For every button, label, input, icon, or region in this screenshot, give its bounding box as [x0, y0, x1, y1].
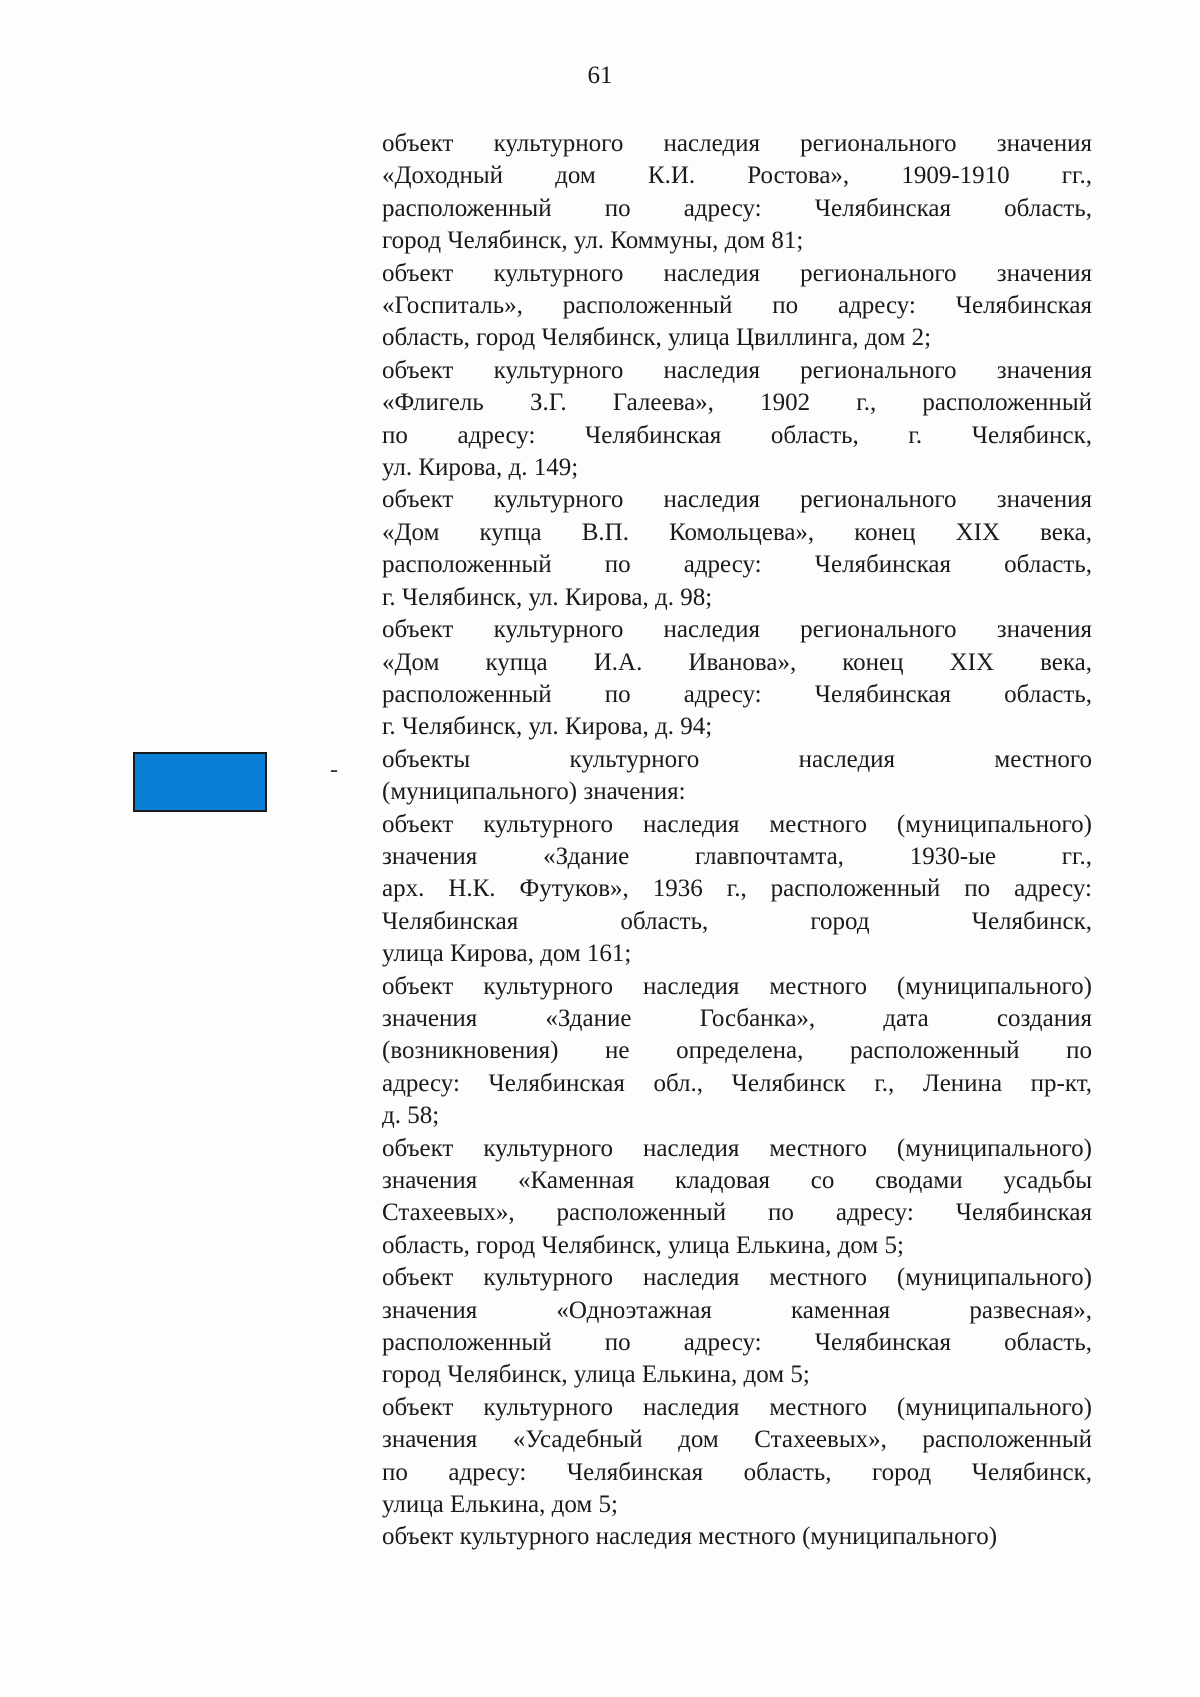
text-line: город Челябинск, ул. Коммуны, дом 81;	[382, 227, 804, 255]
text-line: объекты культурного наследия местного	[382, 745, 1092, 773]
heritage-object-entry	[382, 1521, 1092, 1553]
text-line: улица Елькина, дом 5;	[382, 1491, 618, 1519]
text-line: «Дом купца И.А. Иванова», конец XIX века,	[382, 648, 1092, 676]
text-line: объект культурного наследия регионального значения	[382, 356, 1092, 384]
text-line: г. Челябинск, ул. Кирова, д. 94;	[382, 713, 713, 741]
heritage-object-entry	[382, 128, 1092, 258]
text-line: область, город Челябинск, улица Елькина, дом 5;	[382, 1231, 904, 1259]
heritage-object-entry	[382, 258, 1092, 355]
heritage-object-entry	[382, 1392, 1092, 1522]
text-line: «Госпиталь», расположенный по адресу: Челябинская	[382, 292, 1092, 320]
bullet-dash: -	[330, 757, 338, 783]
text-line: значения «Здание главпочтамта, 1930-ые гг.,	[382, 842, 1092, 870]
text-line: объект культурного наследия местного (муниципального)	[382, 1523, 998, 1551]
blue-redaction-marker	[133, 752, 267, 812]
heritage-object-entry	[382, 614, 1092, 744]
text-line: объект культурного наследия регионального значения	[382, 486, 1092, 514]
text-line: объект культурного наследия местного (муниципального)	[382, 1264, 1092, 1292]
text-line: значения «Усадебный дом Стахеевых», расположенный	[382, 1426, 1092, 1454]
text-line: область, город Челябинск, улица Цвиллинга, дом 2;	[382, 324, 932, 352]
text-line: объект культурного наследия регионального значения	[382, 616, 1092, 644]
text-line: объект культурного наследия регионального значения	[382, 259, 1092, 287]
text-line: значения «Каменная кладовая со сводами усадьбы	[382, 1167, 1092, 1194]
text-line: «Доходный дом К.И. Ростова», 1909-1910 гг.,	[382, 162, 1092, 190]
text-line: объект культурного наследия регионального значения	[382, 130, 1092, 157]
text-line: г. Челябинск, ул. Кирова, д. 98;	[382, 583, 713, 611]
text-line: (муниципального) значения:	[382, 778, 686, 806]
heritage-object-entry	[382, 809, 1092, 971]
text-line: объект культурного наследия местного (муниципального)	[382, 810, 1092, 838]
heritage-object-entry	[382, 484, 1092, 614]
text-line: Челябинская область, город Челябинск,	[382, 907, 1092, 935]
text-line: ул. Кирова, д. 149;	[382, 454, 579, 482]
text-line: (возникновения) не определена, расположенный по	[382, 1037, 1092, 1065]
text-line: д. 58;	[382, 1102, 440, 1130]
text-line: объект культурного наследия местного (муниципального)	[382, 972, 1092, 1000]
heritage-object-entry	[382, 355, 1092, 485]
text-line: адресу: Челябинская обл., Челябинск г., Ленина пр-кт,	[382, 1069, 1092, 1097]
text-line: расположенный по адресу: Челябинская область,	[382, 551, 1092, 579]
page-number: 61	[587, 62, 613, 89]
text-line: расположенный по адресу: Челябинская область,	[382, 680, 1092, 708]
text-line: объект культурного наследия местного (муниципального)	[382, 1393, 1092, 1421]
text-line: арх. Н.К. Футуков», 1936 г., расположенный по адресу:	[382, 875, 1092, 903]
document-body	[382, 128, 1092, 1554]
heritage-object-entry	[382, 1262, 1092, 1392]
text-line: значения «Одноэтажная каменная развесная»,	[382, 1296, 1092, 1324]
text-line: Стахеевых», расположенный по адресу: Челябинская	[382, 1199, 1092, 1227]
text-line: «Дом купца В.П. Комольцева», конец XIX века,	[382, 518, 1092, 546]
heritage-object-entry	[382, 744, 1092, 809]
heritage-object-entry	[382, 971, 1092, 1133]
heritage-object-entry	[382, 1133, 1092, 1263]
text-line: расположенный по адресу: Челябинская область,	[382, 194, 1092, 222]
text-line: город Челябинск, улица Елькина, дом 5;	[382, 1361, 810, 1389]
text-line: по адресу: Челябинская область, город Челябинск,	[382, 1458, 1092, 1486]
text-line: «Флигель З.Г. Галеева», 1902 г., расположенный	[382, 389, 1092, 417]
text-line: по адресу: Челябинская область, г. Челябинск,	[382, 421, 1092, 449]
text-line: расположенный по адресу: Челябинская область,	[382, 1329, 1092, 1357]
text-line: объект культурного наследия местного (муниципального)	[382, 1134, 1092, 1162]
text-line: улица Кирова, дом 161;	[382, 940, 632, 968]
text-line: значения «Здание Госбанка», дата создания	[382, 1004, 1092, 1032]
